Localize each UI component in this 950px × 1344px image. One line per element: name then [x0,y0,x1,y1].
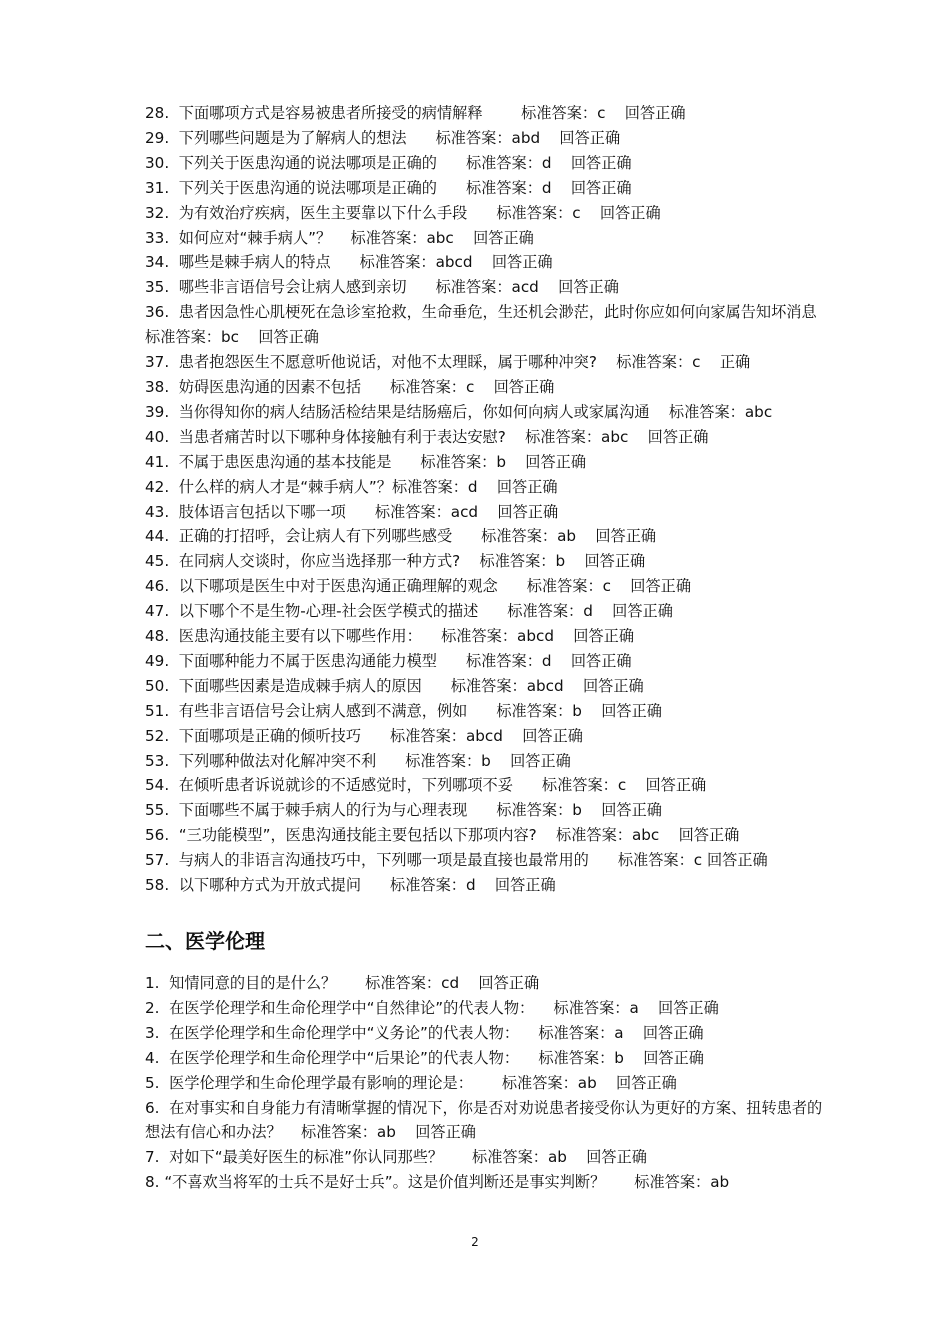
question-item: 55. 下面哪些不属于棘手病人的行为与心理表现 标准答案：b 回答正确 [145,801,662,820]
question-item: 2. 在医学伦理学和生命伦理学中“自然律论”的代表人物： 标准答案：a 回答正确 [145,998,719,1017]
question-item: 47. 以下哪个不是生物-心理-社会医学模式的描述 标准答案：d 回答正确 [145,602,673,621]
question-item: 8. “不喜欢当将军的士兵不是好士兵”。这是价值判断还是事实判断？ 标准答案：ab [145,1173,730,1192]
question-item: 40. 当患者痛苦时以下哪种身体接触有利于表达安慰? 标准答案：abc 回答正确 [145,427,709,446]
question-item: 4. 在医学伦理学和生命伦理学中“后果论”的代表人物： 标准答案：b 回答正确 [145,1048,704,1067]
question-item: 6. 在对事实和自身能力有清晰掌握的情况下，你是否对劝说患者接受你认为更好的方案、扭转患者的想法有信心和办法？ 标准答案：ab 回答正确 [145,1098,823,1142]
question-item: 51. 有些非言语信号会让病人感到不满意，例如 标准答案：b 回答正确 [145,701,662,720]
question-item: 34. 哪些是棘手病人的特点 标准答案：abcd 回答正确 [145,253,553,272]
question-item: 42. 什么样的病人才是“棘手病人”？标准答案：d 回答正确 [145,477,558,496]
question-item: 28. 下面哪项方式是容易被患者所接受的病情解释 标准答案：c 回答正确 [145,104,686,122]
question-item: 39. 当你得知你的病人结肠活检结果是结肠癌后，你如何向病人或家属沟通 标准答案：abc [145,402,773,421]
question-item: 7. 对如下“最美好医生的标准”你认同那些？ 标准答案：ab 回答正确 [145,1148,647,1167]
question-item: 52. 下面哪项是正确的倾听技巧 标准答案：abcd 回答正确 [145,726,583,745]
question-item: 43. 肢体语言包括以下哪一项 标准答案：acd 回答正确 [145,502,559,521]
question-item: 53. 下列哪种做法对化解冲突不利 标准答案：b 回答正确 [145,751,571,770]
question-item: 45. 在同病人交谈时，你应当选择那一种方式? 标准答案：b 回答正确 [145,552,646,571]
question-item: 5. 医学伦理学和生命伦理学最有影响的理论是： 标准答案：ab 回答正确 [145,1073,677,1092]
question-item: 56. “三功能模型”，医患沟通技能主要包括以下那项内容? 标准答案：abc 回答正确 [145,826,740,845]
question-item: 50. 下面哪些因素是造成棘手病人的原因 标准答案：abcd 回答正确 [145,676,644,695]
question-item: 57. 与病人的非语言沟通技巧中，下列哪一项是最直接也最常用的 标准答案：c 回答正确 [145,851,768,870]
question-item: 49. 下面哪种能力不属于医患沟通能力模型 标准答案：d 回答正确 [145,651,632,670]
question-item: 31. 下列关于医患沟通的说法哪项是正确的 标准答案：d 回答正确 [145,178,632,197]
question-item: 58. 以下哪种方式为开放式提问 标准答案：d 回答正确 [145,876,556,895]
question-item: 41. 不属于患医患沟通的基本技能是 标准答案：b 回答正确 [145,452,587,471]
question-item: 1. 知情同意的目的是什么？ 标准答案：cd 回答正确 [145,974,540,992]
page-number: 2 [471,1235,479,1249]
question-item: 32. 为有效治疗疾病，医生主要靠以下什么手段 标准答案：c 回答正确 [145,203,661,222]
question-item: 30. 下列关于医患沟通的说法哪项是正确的 标准答案：d 回答正确 [145,153,632,172]
question-item: 44. 正确的打招呼，会让病人有下列哪些感受 标准答案：ab 回答正确 [145,527,657,546]
question-item: 38. 妨碍医患沟通的因素不包括 标准答案：c 回答正确 [145,377,555,396]
question-item: 37. 患者抱怨医生不愿意听他说话，对他不太理睬，属于哪种冲突? 标准答案：c 正确 [145,353,751,372]
question-item: 48. 医患沟通技能主要有以下哪些作用： 标准答案：abcd 回答正确 [145,627,635,646]
question-item: 35. 哪些非言语信号会让病人感到亲切 标准答案：acd 回答正确 [145,278,619,297]
question-item: 46. 以下哪项是医生中对于医患沟通正确理解的观念 标准答案：c 回答正确 [145,577,692,596]
section-heading-medical-ethics: 二、医学伦理 [145,929,265,953]
question-item: 29. 下列哪些问题是为了解病人的想法 标准答案：abd 回答正确 [145,128,621,147]
question-item: 3. 在医学伦理学和生命伦理学中“义务论”的代表人物： 标准答案：a 回答正确 [145,1023,704,1042]
question-item: 54. 在倾听患者诉说就诊的不适感觉时，下列哪项不妥 标准答案：c 回答正确 [145,776,707,795]
question-list-communication [145,101,846,898]
question-item: 36. 患者因急性心肌梗死在急诊室抢救，生命垂危，生还机会渺茫，此时你应如何向家属告知坏消息 标准答案：bc 回答正确 [145,303,846,347]
question-list-medical-ethics [145,971,825,1195]
question-item: 33. 如何应对“棘手病人”？ 标准答案：abc 回答正确 [145,228,534,247]
